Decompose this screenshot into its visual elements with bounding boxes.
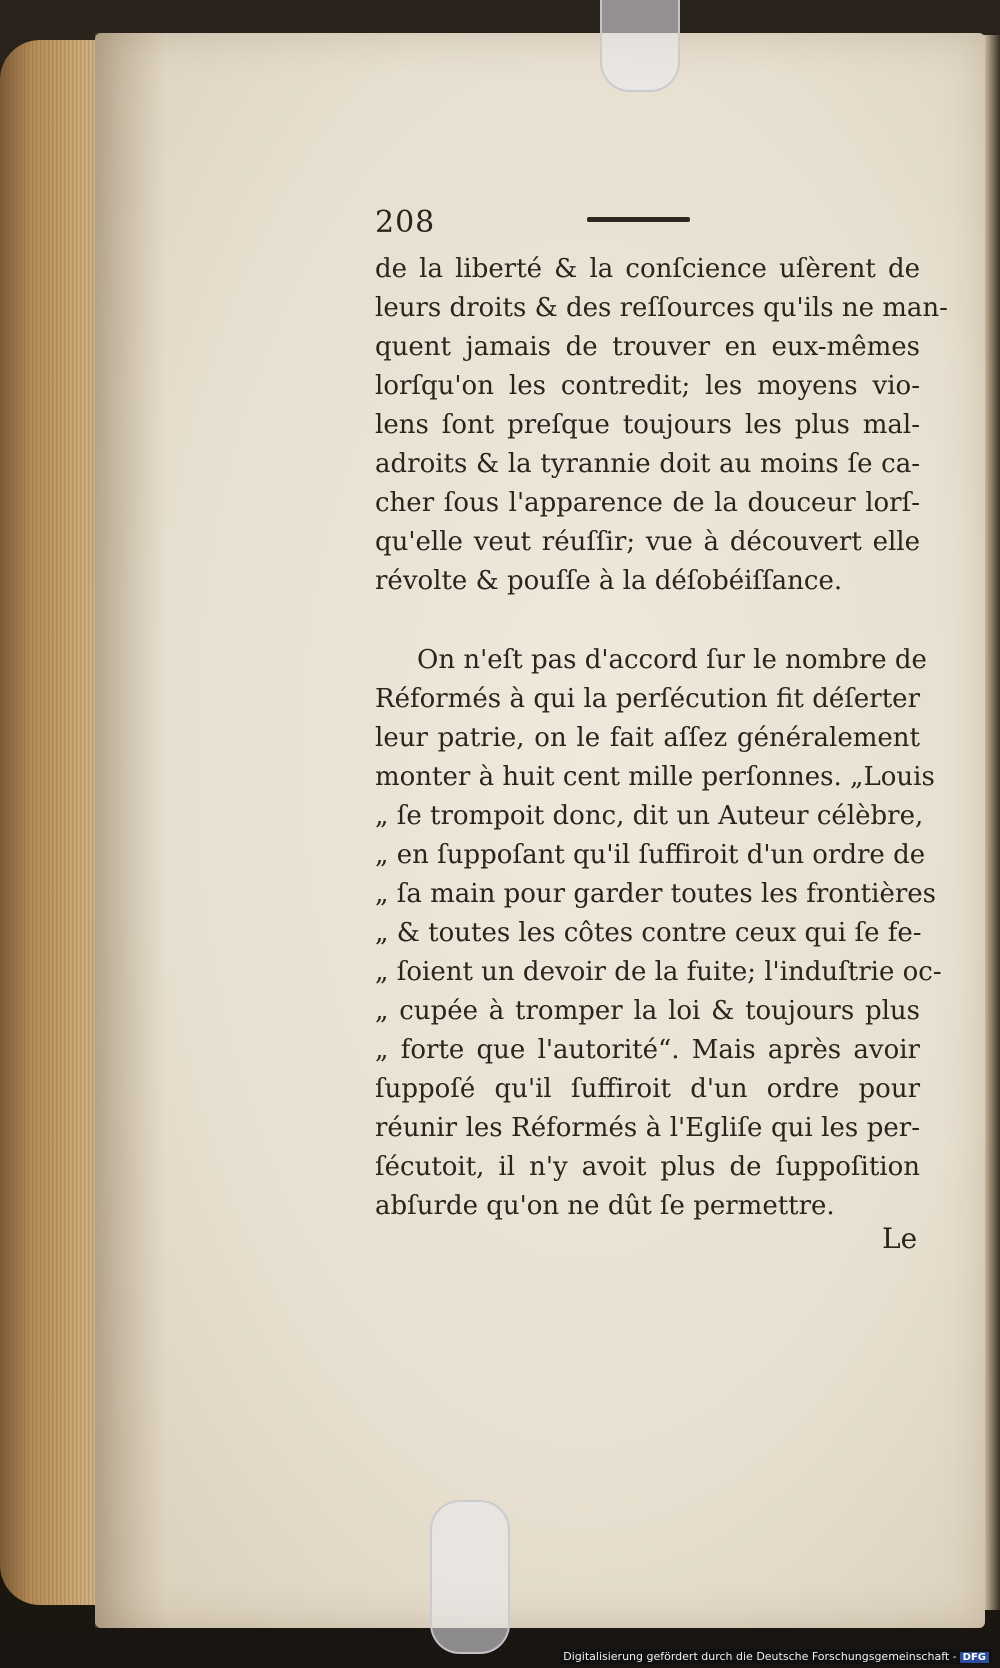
credit-text: Digitalisierung gefördert durch die Deutsche Forschungsgemeinschaft - [563, 1650, 957, 1663]
text-line: „ cupée à tromper la loi & toujours plus [375, 996, 920, 1026]
page-text [375, 250, 948, 1226]
text-line: leur patrie, on le fait aſſez généralement [375, 723, 920, 753]
text-line: „ ſe trompoit donc, dit un Auteur célèbre, [375, 801, 924, 831]
text-line: cher ſous l'apparence de la douceur lorſ- [375, 488, 920, 518]
text-line: „ ſa main pour garder toutes les frontières [375, 879, 936, 909]
text-line: lorſqu'on les contredit; les moyens vio- [375, 371, 920, 401]
text-line: de la liberté & la conſcience uſèrent de [375, 254, 920, 284]
digitization-credit [560, 1649, 992, 1664]
text-line: adroits & la tyrannie doit au moins ſe ca- [375, 449, 920, 479]
page-header [375, 205, 875, 245]
text-line: leurs droits & des reſſources qu'ils ne man- [375, 293, 948, 323]
text-line: „ en ſuppoſant qu'il ſuffiroit d'un ordre de [375, 840, 926, 870]
text-line: „ & toutes les côtes contre ceux qui ſe fe- [375, 918, 922, 948]
text-line: On n'eſt pas d'accord ſur le nombre de [417, 645, 927, 675]
gutter-shadow [95, 33, 165, 1628]
page-clip-top [600, 0, 680, 92]
text-line: ſuppoſé qu'il ſuffiroit d'un ordre pour [375, 1074, 920, 1104]
page-number: 208 [375, 205, 436, 240]
dfg-logo: DFG [960, 1652, 989, 1663]
text-line: lens ſont preſque toujours les plus mal- [375, 410, 920, 440]
page-clip-bottom [430, 1500, 510, 1654]
text-line: abſurde qu'on ne dût ſe permettre. [375, 1191, 835, 1221]
catchword: Le [882, 1222, 918, 1255]
text-line: quent jamais de trouver en eux-mêmes [375, 332, 920, 362]
text-line: „ ſoient un devoir de la fuite; l'induſtrie oc- [375, 957, 942, 987]
text-line: monter à huit cent mille perſonnes. „Louis [375, 762, 935, 792]
text-line: ſécutoit, il n'y avoit plus de ſuppoſition [375, 1152, 920, 1182]
text-line: „ forte que l'autorité“. Mais après avoir [375, 1035, 920, 1065]
text-line: qu'elle veut réuſſir; vue à découvert elle [375, 527, 920, 557]
text-line: réunir les Réformés à l'Egliſe qui les per- [375, 1113, 920, 1143]
text-line: Réformés à qui la perſécution fit déſerter [375, 684, 920, 714]
header-rule [587, 217, 690, 222]
text-line: révolte & pouſſe à la déſobéiſſance. [375, 566, 843, 596]
paragraph-break [375, 601, 920, 641]
